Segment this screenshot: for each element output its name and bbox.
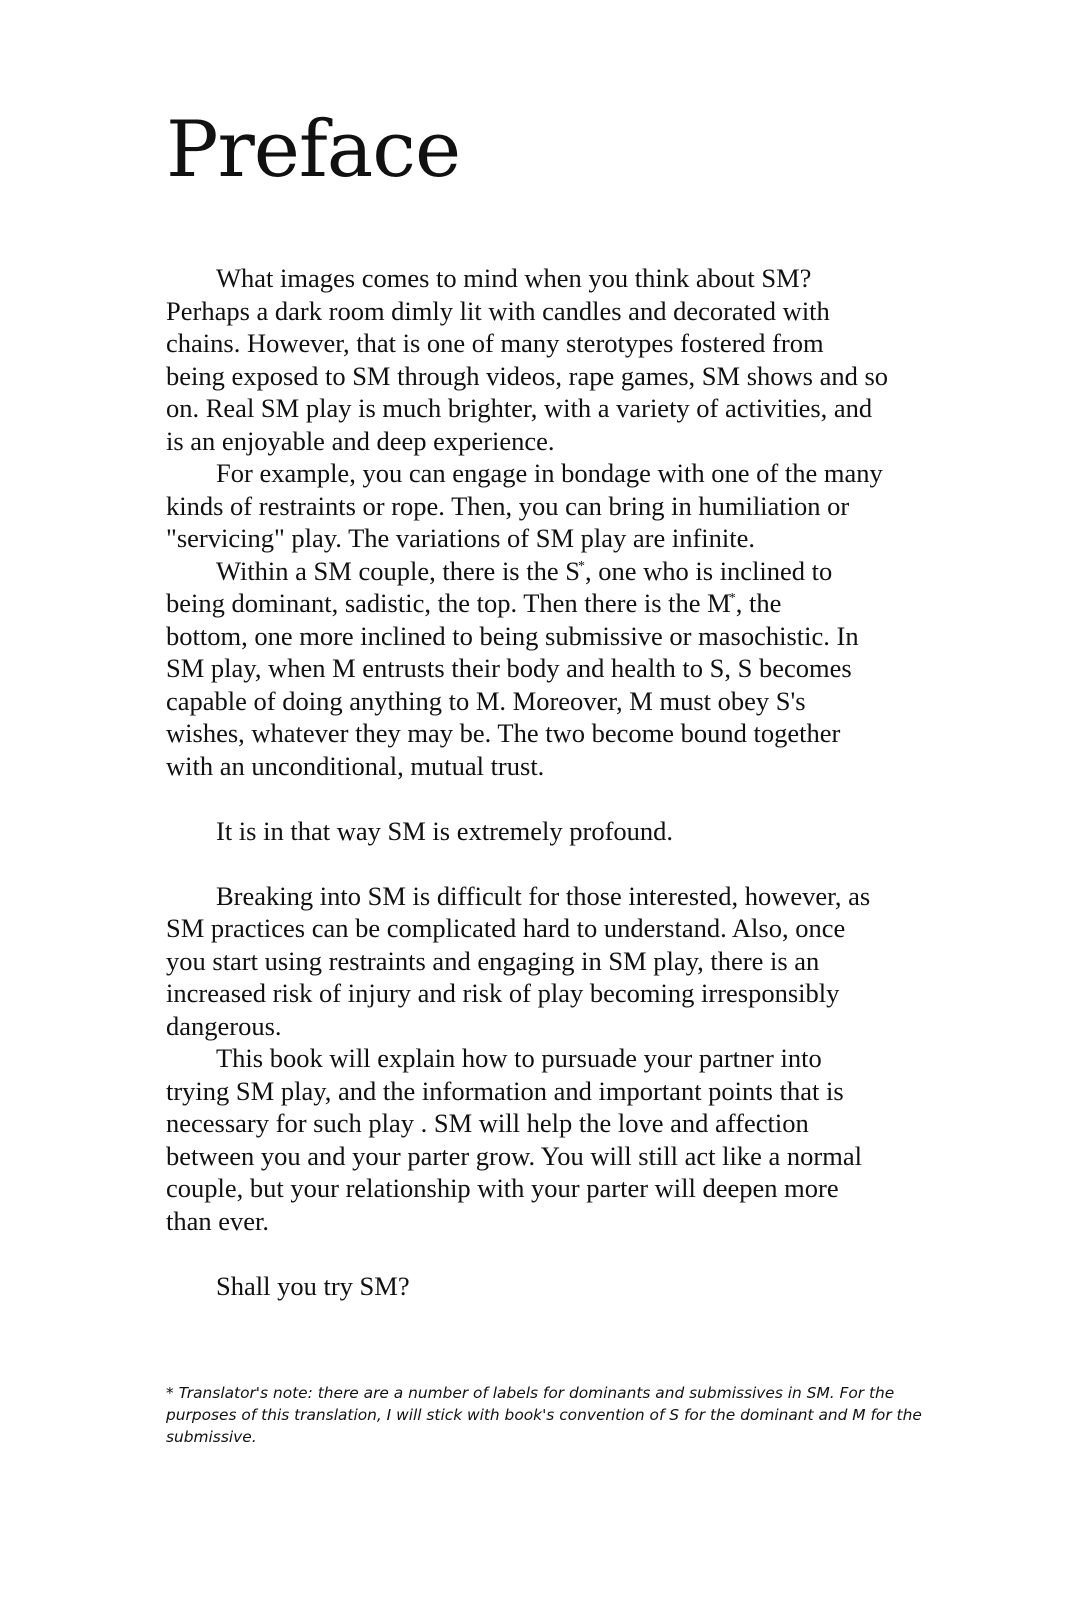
text-line: This book will explain how to pursuade your partner into — [216, 1043, 822, 1073]
paragraph — [166, 555, 966, 783]
page-title: Preface — [166, 105, 461, 195]
spacer — [166, 1237, 966, 1270]
text-line: What images comes to mind when you think about SM? — [216, 263, 812, 293]
text-segment: , the — [735, 588, 782, 618]
text-line: bottom, one more inclined to being submissive or masochistic. In — [166, 620, 859, 651]
paragraph — [166, 880, 966, 1043]
text-segment: Within a SM couple, there is the S — [216, 555, 580, 586]
text-line: SM practices can be complicated hard to understand. Also, once — [166, 913, 846, 943]
body-text — [166, 262, 966, 1302]
paragraph — [166, 815, 966, 848]
text-line: Breaking into SM is difficult for those interested, however, as — [216, 880, 871, 911]
text-line: being exposed to SM through videos, rape games, SM shows and so — [166, 360, 889, 391]
text-line: "servicing" play. The variations of SM play are infinite. — [166, 523, 756, 553]
text-segment: being dominant, sadistic, the top. Then there is the M — [166, 588, 731, 618]
paragraph — [166, 457, 966, 555]
text-line: dangerous. — [166, 1010, 282, 1041]
text-line: necessary for such play . SM will help the love and affection — [166, 1108, 809, 1138]
text-line — [166, 587, 966, 620]
text-line: on. Real SM play is much brighter, with a variety of activities, and — [166, 393, 873, 423]
text-line: you start using restraints and engaging in SM play, there is an — [166, 945, 820, 976]
text-line: wishes, whatever they may be. The two become bound together — [166, 718, 841, 748]
text-line: capable of doing anything to M. Moreover, M must obey S's — [166, 685, 806, 716]
text-line: kinds of restraints or rope. Then, you can bring in humiliation or — [166, 490, 850, 521]
spacer — [166, 847, 966, 880]
text-line: with an unconditional, mutual trust. — [166, 750, 545, 781]
paragraph — [166, 1270, 966, 1303]
text-line: trying SM play, and the information and important points that is — [166, 1075, 844, 1106]
paragraph — [166, 1042, 966, 1237]
text-line: chains. However, that is one of many sterotypes fostered from — [166, 328, 824, 358]
paragraph — [166, 262, 966, 457]
text-line: It is in that way SM is extremely profound. — [216, 815, 674, 846]
text-line: couple, but your relationship with your parter will deepen more — [166, 1173, 839, 1203]
translator-footnote: * Translator's note: there are a number of labels for dominants and submissives in SM. For the purposes of this translation, I will stick with book's convention of S for the dominant and M for the submissive. — [166, 1384, 922, 1446]
text-line: SM play, when M entrusts their body and health to S, S becomes — [166, 653, 852, 683]
text-segment: , one who is inclined to — [585, 555, 833, 586]
text-line: is an enjoyable and deep experience. — [166, 425, 555, 456]
footnote-marker: * — [578, 558, 585, 574]
text-line: Shall you try SM? — [216, 1270, 410, 1301]
text-line: Perhaps a dark room dimly lit with candles and decorated with — [166, 295, 830, 326]
footnote-marker: * — [728, 591, 736, 607]
spacer — [166, 782, 966, 815]
text-line: than ever. — [166, 1205, 270, 1236]
text-line: increased risk of injury and risk of play becoming irresponsibly — [166, 978, 840, 1008]
text-line: between you and your parter grow. You will still act like a normal — [166, 1140, 862, 1171]
text-line: For example, you can engage in bondage with one of the many — [216, 458, 883, 488]
text-line — [166, 555, 966, 588]
